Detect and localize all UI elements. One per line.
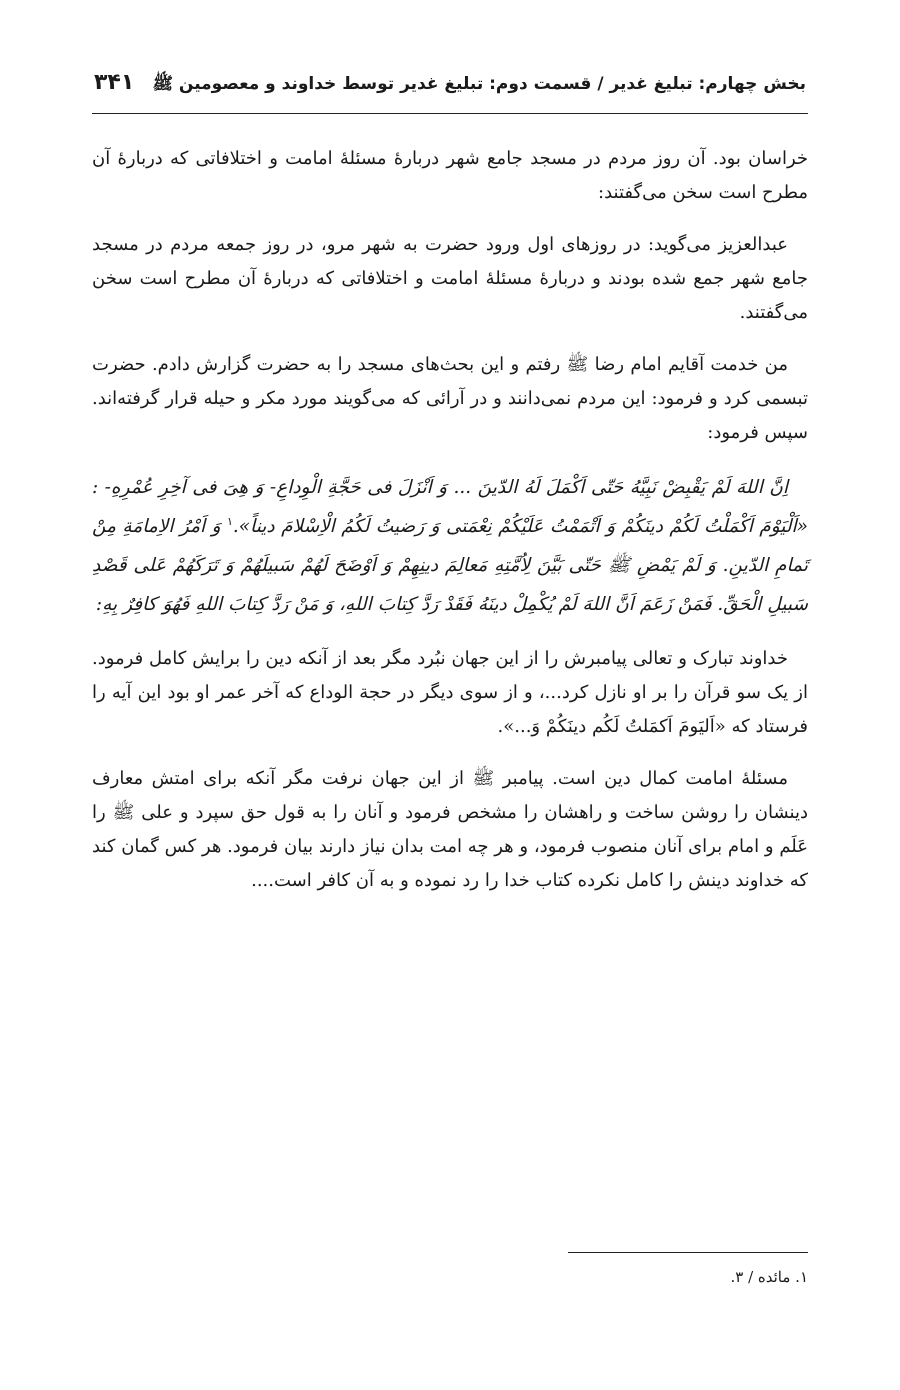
running-header [92, 70, 808, 114]
hadith-part-one: اِنَّ اللهَ لَمْ یَقْبِضْ نَبِیَّهُ حَتّی اَکْمَلَ لَهُ الدّینَ ... وَ اَنْزَلَ فی حَجَّةِ الْوِداعِ- وَ هِیَ فی آخِرِ عُمْرِهِ- : «اَلْیَوْمَ اَکْمَلْتُ لَکُمْ دینَکُمْ وَ اَتْمَمْتُ عَلَیْکُمْ نِعْمَتی وَ رَضیتُ لَکُمُ الْاِسْلامَ دیناً». [92, 477, 808, 537]
page-number: ۳۴۱ [94, 70, 135, 95]
paragraph-translation: خداوند تبارک و تعالی پیامبرش را از این جهان نبُرد مگر بعد از آنکه دین را برایش کامل فرمود. از یک سو قرآن را بر او نازل کرد...، و از سوی دیگر در حجة الوداع که آخر عمر او بود این آیه را فرستاد که «اَلیَومَ اَکمَلتُ لَکُم دینَکُمْ وَ...». [92, 648, 808, 737]
body-text [92, 142, 808, 898]
paragraph-imam-reza: من خدمت آقایم امام رضا ﷺ رفتم و این بحث‌های مسجد را به حضرت گزارش دادم. حضرت تبسمی کرد و فرمود: این مردم نمی‌دانند و در آرائی که می‌گویند مورد مکر و حیله قرار گرفته‌اند. سپس فرمود: [92, 354, 808, 443]
footnote: ۱. مائده / ۳. [730, 1268, 808, 1286]
arabic-hadith-quote [92, 468, 808, 624]
paragraph-imamate: مسئلهٔ امامت کمال دین است. پیامبر ﷺ از این جهان نرفت مگر آنکه برای امتش معارف دینشان را روشن ساخت و راهشان را مشخص فرمود و آنان را به قول حق سپرد و علی ﷺ را عَلَم و امام برای آنان منصوب فرمود، و هر چه امت بدان نیاز دارند بیان فرمود. هر کس گمان کند که خداوند دینش را کامل نکرده کتاب خدا را رد نموده و به آن کافر است.... [92, 768, 808, 891]
footnote-reference[interactable]: ۱ [226, 514, 233, 528]
paragraph-abdulaziz: عبدالعزیز می‌گوید: در روزهای اول ورود حضرت به شهر مرو، در روز جمعه مردم در مسجد جامع شهر جمع شده بودند و دربارهٔ مسئلهٔ امامت و اختلافاتی که دربارهٔ آن مطرح است سخن می‌گفتند. [92, 234, 808, 323]
hadith-part-two: وَ اَمْرُ الاِمامَةِ مِنْ تَمامِ الدّینِ. وَ لَمْ یَمْضِ ﷺ حَتّی بَیَّنَ لِاُمَّتِهِ مَعالِمَ دینِهِمْ وَ اَوْضَحَ لَهُمْ سَبیلَهُمْ وَ تَرَکَهُمْ عَلی قَصْدِ سَبیلِ الْحَقِّ. فَمَنْ زَعَمَ اَنَّ اللهَ لَمْ یُکْمِلْ دینَهُ فَقَدْ رَدَّ کِتابَ اللهِ، وَ مَنْ رَدَّ کِتابَ اللهِ فَهُوَ کافِرٌ بِهِ: [92, 516, 808, 615]
running-title: بخش چهارم: تبلیغ غدیر / قسمت دوم: تبلیغ غدیر توسط خداوند و معصومین ﷺ [152, 74, 806, 94]
paragraph-continuation: خراسان بود. آن روز مردم در مسجد جامع شهر دربارهٔ مسئلهٔ امامت و اختلافاتی که دربارهٔ آن مطرح است سخن می‌گفتند: [92, 148, 808, 203]
book-page [92, 70, 808, 1360]
footnote-divider [568, 1252, 808, 1253]
